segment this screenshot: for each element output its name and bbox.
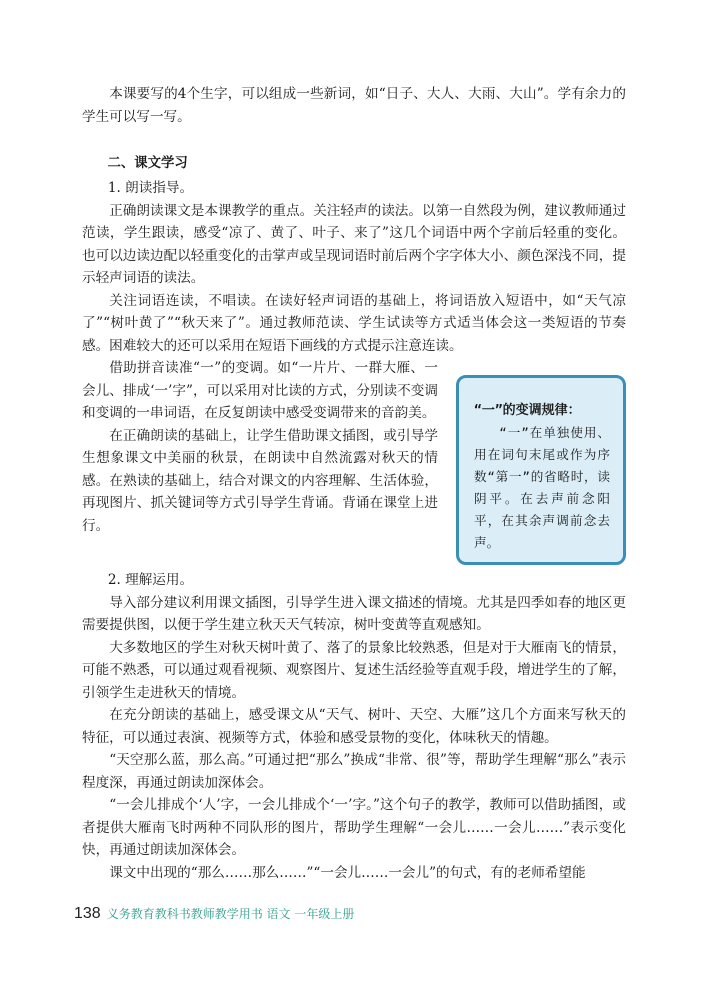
section-body-wrap [82,357,438,537]
section-body-bottom [82,569,626,884]
note-box-body: “一”在单独使用、用在词句末尾或作为序数“第一”的省略时，读阴平。在去声前念阳平，在其余声调前念去声。 [474,425,610,550]
section-heading-block [82,153,626,175]
paragraph-comprehension-1: 导入部分建议利用课文插图，引导学生进入课文描述的情境。尤其是四季如春的地区更需要提供图，以便于学生建立秋天天气转凉，树叶变黄等直观感知。 [82,594,626,633]
footer-book-title: 义务教育教科书教师教学用书 语文 一年级上册 [106,907,355,921]
paragraph-comprehension-5: “一会儿排成个‘人’字，一会儿排成个‘一’字。”这个句子的教学，教师可以借助插图，或者提供大雁南飞时两种不同队形的图片，帮助学生理解“一会儿……一会儿……”表示变化快，再通过朗读加深体会。 [82,797,626,858]
paragraph-reading-2: 关注词语连读，不唱读。在读好轻声词语的基础上，将词语放入短语中，如“天气凉了”“树叶黄了”“秋天来了”。通过教师范读、学生试读等方式适当体会这一类短语的节奏感。困难较大的还可以采用在短语下画线的方式提示注意连读。 [82,292,626,354]
paragraph-reading-1: 正确朗读课文是本课教学的重点。关注轻声的读法。以第一自然段为例，建议教师通过范读，学生跟读，感受“凉了、黄了、叶子、来了”这几个词语中两个字前后轻重的变化。也可以边读边配以轻重变化的击掌声或呈现词语时前后两个字字体大小、颜色深浅不同，提示轻声词语的读法。 [82,202,626,286]
section-body-top [82,177,626,357]
paragraph-reading-4: 在正确朗读的基础上，让学生借助课文插图，或引导学生想象课文中美丽的秋景，在朗读中自然流露对秋天的情感。在熟读的基础上，结合对课文的内容理解、生活体验，再现图片、抓关键词等方式引导学生背诵。背诵在课堂上进行。 [82,427,438,534]
section-heading: 二、课文学习 [107,156,188,171]
paragraph-reading-3: 借助拼音读准“一”的变调。如“一片片、一群大雁、一会儿、排成‘一’字”，可以采用对比读的方式，分别读不变调和变调的一串词语，在反复朗读中感受变调带来的音韵美。 [82,360,438,421]
tone-change-note-box [456,375,626,565]
subheading-comprehension: 2. 理解运用。 [107,572,194,588]
page-number: 138 [74,905,101,922]
paragraph-comprehension-6: 课文中出现的“那么……那么……”“一会儿……一会儿”的句式，有的老师希望能 [109,864,586,881]
paragraph-comprehension-2: 大多数地区的学生对秋天树叶黄了、落了的景象比较熟悉，但是对于大雁南飞的情景，可能不熟悉，可以通过观看视频、观察图片、复述生活经验等直观手段，增进学生的了解，引领学生走进秋天的情境。 [82,639,626,701]
paragraph-comprehension-3: 在充分朗读的基础上，感受课文从“天气、树叶、天空、大雁”这几个方面来写秋天的特征，可以通过表演、视频等方式，体验和感受景物的变化，体味秋天的情趣。 [82,707,626,746]
subheading-reading-guide: 1. 朗读指导。 [107,180,194,196]
page-footer [74,905,354,927]
paragraph-comprehension-4: “天空那么蓝，那么高。”可通过把“那么”换成“非常、很”等，帮助学生理解“那么”表示程度深，再通过朗读加深体会。 [82,752,626,791]
note-box-title: “一”的变调规律： [474,403,581,418]
intro-paragraph: 本课要写的4个生字，可以组成一些新词，如“日子、大人、大雨、大山”。学有余力的学生可以写一写。 [82,86,626,125]
intro-block [82,83,626,128]
